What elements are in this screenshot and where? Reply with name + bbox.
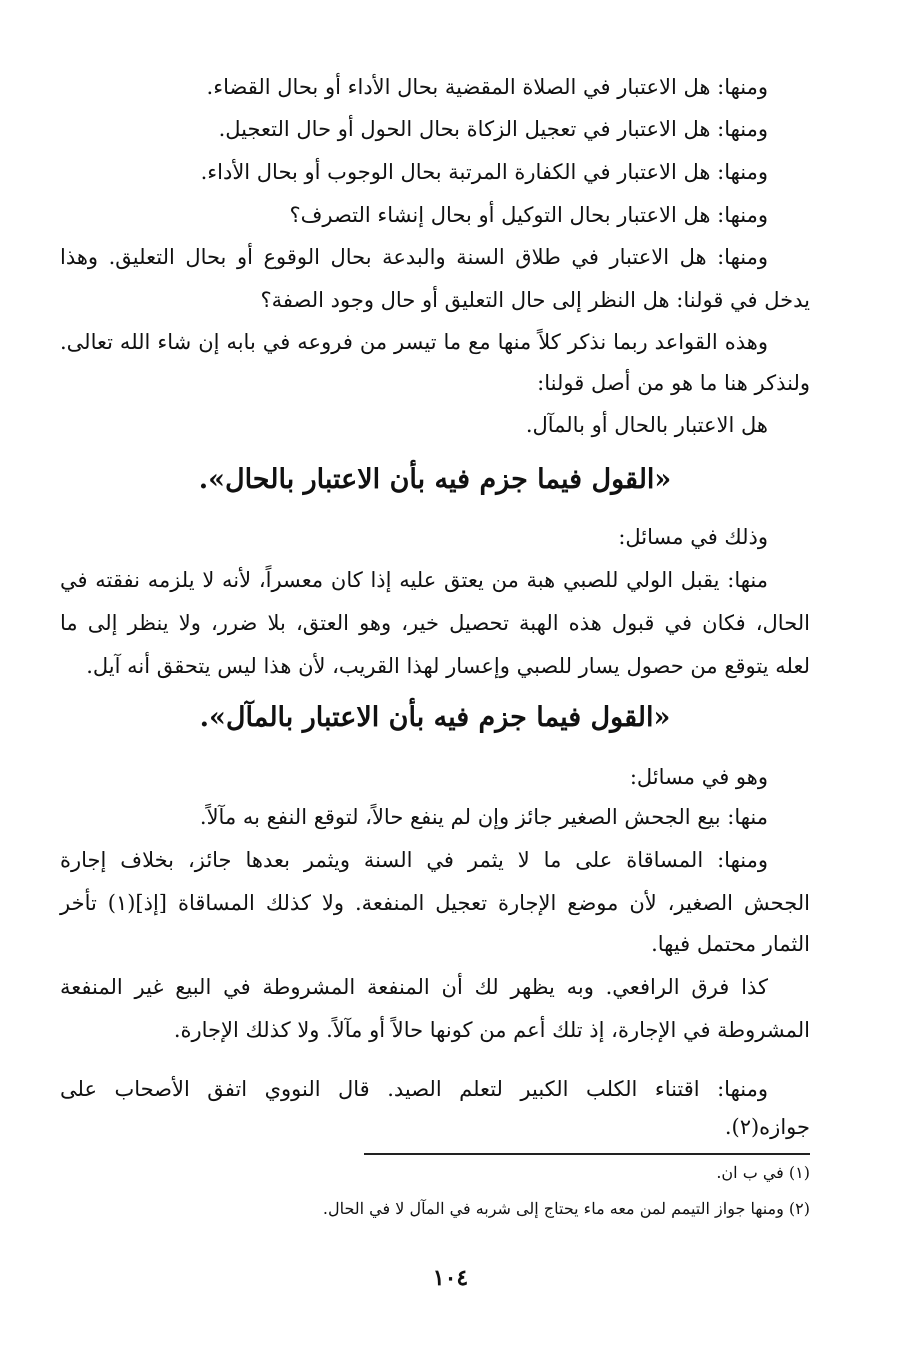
- footnote: (١) في ب ان.: [716, 1163, 810, 1182]
- body-line: الثمار محتمل فيها.: [651, 932, 810, 956]
- page-number: ١٠٤: [432, 1265, 469, 1291]
- body-line: ولنذكر هنا ما هو من أصل قولنا:: [537, 371, 810, 395]
- body-line: ومنها: هل الاعتبار في الكفارة المرتبة بحال الوجوب أو بحال الأداء.: [200, 160, 768, 184]
- body-line: المشروطة في الإجارة، إذ تلك أعم من كونها حالاً أو مآلاً. ولا كذلك الإجارة.: [173, 1018, 810, 1042]
- body-line: وذلك في مسائل:: [618, 525, 768, 549]
- body-line: لعله يتوقع من حصول يسار للصبي وإعسار لهذا القريب، لأن هذا ليس يتحقق أنه آيل.: [86, 654, 810, 678]
- body-line: هل الاعتبار بالحال أو بالمآل.: [525, 413, 768, 437]
- body-line: ومنها: هل الاعتبار في تعجيل الزكاة بحال الحول أو حال التعجيل.: [218, 117, 768, 141]
- body-line: جوازه(٢).: [724, 1115, 810, 1139]
- body-line: ومنها: هل الاعتبار بحال التوكيل أو بحال إنشاء التصرف؟: [289, 203, 768, 227]
- body-line: منها: يقبل الولي للصبي هبة من يعتق عليه إذا كان معسراً، لأنه لا يلزمه نفقته في: [60, 568, 768, 592]
- body-line: وهو في مسائل:: [629, 765, 768, 789]
- body-line: منها: بيع الجحش الصغير جائز وإن لم ينفع حالاً، لتوقع النفع به مآلاً.: [199, 805, 768, 829]
- body-line: ومنها: هل الاعتبار في الصلاة المقضية بحال الأداء أو بحال القضاء.: [206, 75, 768, 99]
- body-line: ومنها: المساقاة على ما لا يثمر في السنة ويثمر بعدها جائز، بخلاف إجارة: [60, 848, 768, 872]
- body-line: ومنها: هل الاعتبار في طلاق السنة والبدعة بحال الوقوع أو بحال التعليق. وهذا: [60, 245, 768, 269]
- body-line: ومنها: اقتناء الكلب الكبير لتعلم الصيد. قال النووي اتفق الأصحاب على: [60, 1077, 768, 1101]
- body-line: يدخل في قولنا: هل النظر إلى حال التعليق أو حال وجود الصفة؟: [260, 288, 810, 312]
- body-line: وهذه القواعد ربما نذكر كلاً منها مع ما تيسر من فروعه في بابه إن شاء الله تعالى.: [60, 330, 768, 354]
- body-line: الجحش الصغير، لأن موضع الإجارة تعجيل المنفعة. ولا كذلك المساقاة [إذ](١) تأخر: [60, 891, 810, 915]
- section-heading-maal: «القول فيما جزم فيه بأن الاعتبار بالمآل».: [199, 702, 671, 733]
- footnote-separator: [364, 1153, 810, 1155]
- footnote: (٢) ومنها جواز التيمم لمن معه ماء يحتاج إلى شربه في المآل لا في الحال.: [322, 1199, 810, 1218]
- section-heading-hal: «القول فيما جزم فيه بأن الاعتبار بالحال».: [198, 464, 672, 495]
- body-line: الحال، فكان في قبول هذه الهبة تحصيل خير، وهو العتق، بلا ضرر، ولا ينظر إلى ما: [60, 611, 810, 635]
- body-line: كذا فرق الرافعي. وبه يظهر لك أن المنفعة المشروطة في البيع غير المنفعة: [60, 975, 768, 999]
